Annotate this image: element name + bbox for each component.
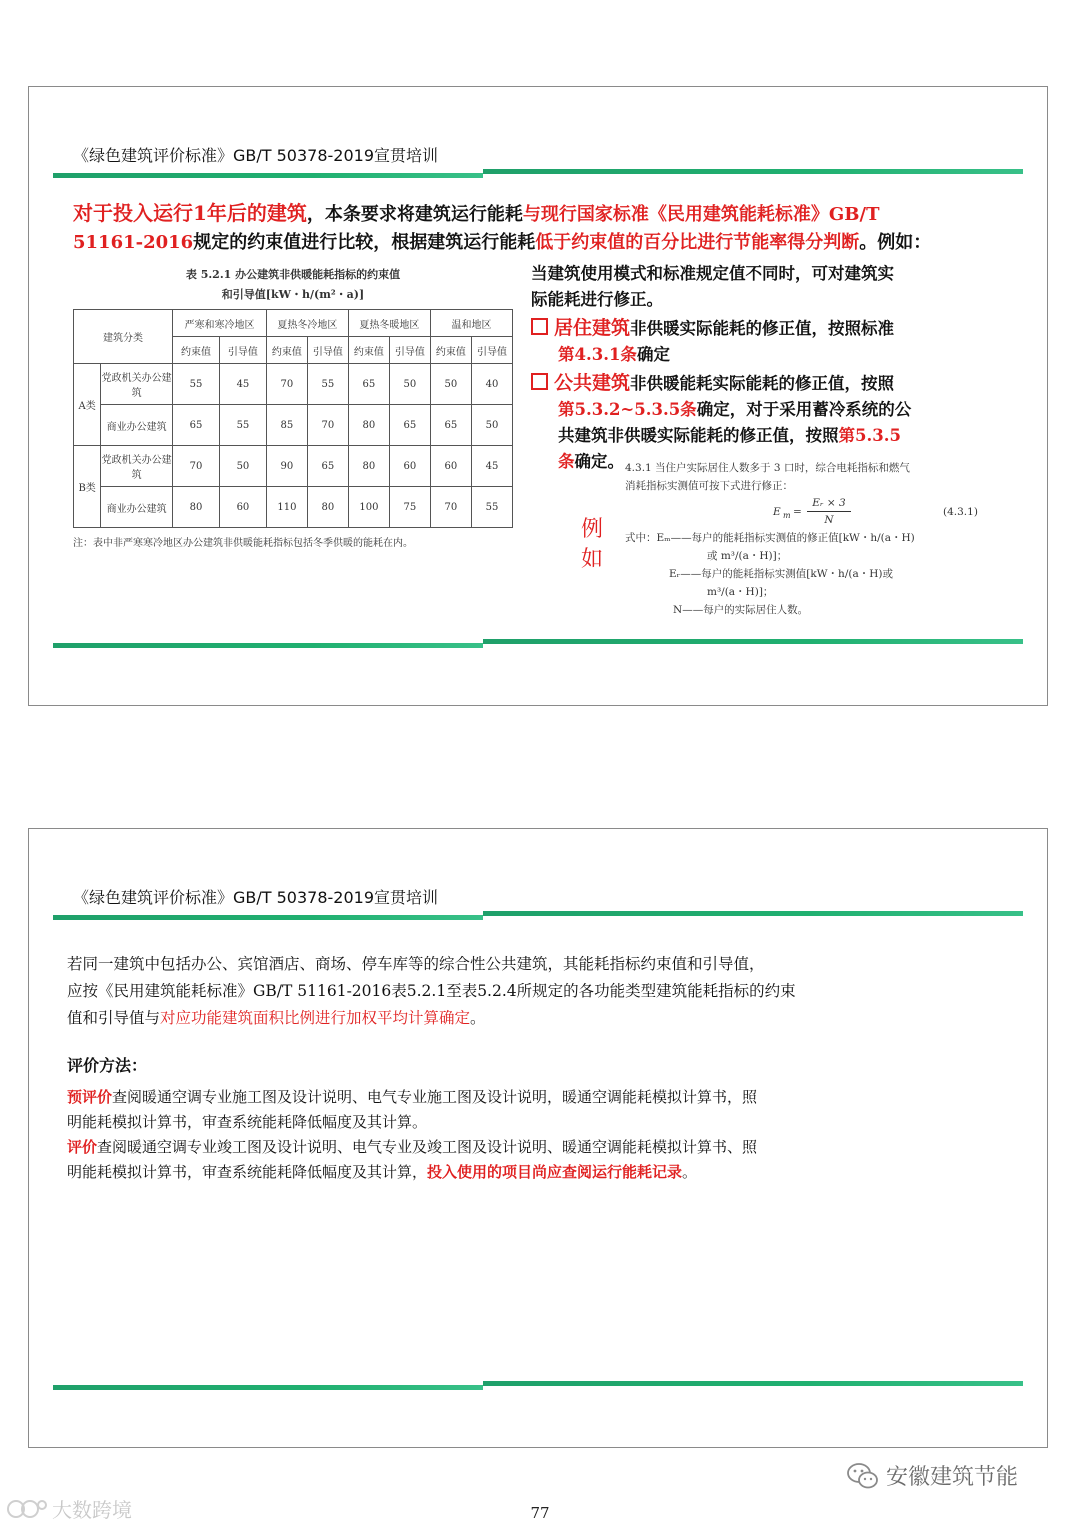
table-header-region: 夏热冬暖地区 bbox=[348, 310, 430, 337]
public-text-3: 共建筑非供暖实际能耗的修正值，按照 bbox=[558, 426, 839, 445]
watermark-text: 大数跨境 bbox=[52, 1498, 132, 1522]
table-cell: 85 bbox=[266, 405, 307, 446]
checkbox-square-icon bbox=[531, 318, 548, 335]
intro-text-3: 。例如： bbox=[859, 232, 932, 253]
evaluation-text: 。 bbox=[682, 1163, 698, 1181]
table-cell: 75 bbox=[389, 487, 430, 528]
evaluation-text: 查阅暖通空调专业竣工图及设计说明、电气专业及竣工图及设计说明、暖通空调能耗模拟计算书、照 bbox=[97, 1138, 758, 1156]
table-group-label: A类 bbox=[74, 364, 101, 446]
method-title: 评价方法： bbox=[67, 1056, 148, 1075]
footer-rule-left bbox=[53, 1385, 483, 1390]
equation-number: (4.3.1) bbox=[943, 506, 978, 518]
example-label: 例如 bbox=[581, 517, 604, 572]
public-text-2: 确定，对于采用蓄冷系统的公 bbox=[696, 400, 912, 419]
table-group-label: B类 bbox=[74, 446, 101, 528]
paragraph-text: 。 bbox=[470, 1009, 486, 1027]
table-caption-1: 表 5.2.1 办公建筑非供暖能耗指标的约束值 bbox=[185, 268, 401, 281]
mixed-building-paragraph bbox=[67, 951, 796, 1032]
public-text-1: 非供暖能耗实际能耗的修正值，按照 bbox=[630, 374, 895, 393]
paragraph-line: 若同一建筑中包括办公、宾馆酒店、商场、停车库等的综合性公共建筑，其能耗指标约束值和引导值， bbox=[67, 955, 765, 973]
table-cell: 45 bbox=[219, 364, 266, 405]
intro-paragraph bbox=[73, 199, 1033, 257]
table-cell: 50 bbox=[219, 446, 266, 487]
pre-evaluation-label: 预评价 bbox=[67, 1088, 113, 1106]
equation-lhs: E bbox=[773, 506, 781, 518]
table-cell: 65 bbox=[389, 405, 430, 446]
table-header-region: 严寒和寒冷地区 bbox=[173, 310, 267, 337]
table-cell: 40 bbox=[471, 364, 512, 405]
wechat-icon bbox=[846, 1461, 880, 1491]
formula-line: 式中：Eₘ——每户的能耗指标实测值的修正值[kW・h/(a・H) bbox=[625, 532, 915, 544]
formula-equation bbox=[625, 495, 1005, 529]
paragraph-text: 值和引导值与 bbox=[67, 1009, 161, 1027]
footer-rule-right bbox=[483, 639, 1023, 644]
equation-numerator: Eᵣ × 3 bbox=[807, 495, 851, 512]
slide-header: 《绿色建筑评价标准》GB/T 50378-2019宣贯培训 bbox=[73, 146, 439, 165]
table-cell: 80 bbox=[348, 446, 389, 487]
table-header-region: 夏热冬冷地区 bbox=[266, 310, 348, 337]
table-cell: 70 bbox=[307, 405, 348, 446]
table-cell: 80 bbox=[307, 487, 348, 528]
table-cell: 110 bbox=[266, 487, 307, 528]
header-rule-left bbox=[53, 915, 483, 920]
formula-line: N——每户的实际居住人数。 bbox=[673, 604, 809, 616]
correction-text bbox=[531, 261, 1001, 475]
pre-evaluation-text: 明能耗模拟计算书，审查系统能耗降低幅度及其计算。 bbox=[67, 1113, 428, 1131]
table-cell: 65 bbox=[173, 405, 220, 446]
pre-evaluation-text: 查阅暖通空调专业施工图及设计说明、电气专业施工图及设计说明，暖通空调能耗模拟计算书，照 bbox=[112, 1088, 758, 1106]
correction-line-2: 际能耗进行修正。 bbox=[531, 290, 663, 309]
table-cell: 90 bbox=[266, 446, 307, 487]
public-clause-1: 第5.3.2~5.3.5条 bbox=[558, 400, 697, 419]
public-text-4: 确定。 bbox=[574, 452, 624, 471]
evaluation-text: 明能耗模拟计算书，审查系统能耗降低幅度及其计算， bbox=[67, 1163, 428, 1181]
table-cell: 50 bbox=[430, 364, 471, 405]
wechat-account-name: 安徽建筑节能 bbox=[886, 1465, 1019, 1490]
table-cell: 65 bbox=[348, 364, 389, 405]
table-cell: 70 bbox=[173, 446, 220, 487]
table-caption-2: 和引导值[kW・h/(m²・a)] bbox=[221, 288, 365, 301]
table-subheader: 约束值 bbox=[173, 337, 220, 364]
formula-block bbox=[625, 459, 1005, 619]
residential-clause: 第4.3.1条 bbox=[558, 345, 637, 364]
footer-rule-right bbox=[483, 1381, 1023, 1386]
equation-equals: = bbox=[793, 506, 802, 518]
header-rule-left bbox=[53, 173, 483, 178]
table-cell: 45 bbox=[471, 446, 512, 487]
intro-text-1: ，本条要求将建筑运行能耗 bbox=[306, 204, 523, 225]
public-clause-2: 第5.3.5 bbox=[838, 426, 901, 445]
formula-line: 4.3.1 当住户实际居住人数多于 3 口时，综合电耗指标和燃气 bbox=[625, 462, 910, 474]
formula-line: Eᵣ——每户的能耗指标实测值[kW・h/(a・H)或 bbox=[669, 568, 893, 580]
formula-line: 消耗指标实测值可按下式进行修正： bbox=[625, 480, 793, 492]
formula-line: m³/(a・H)]； bbox=[707, 586, 774, 598]
evaluation-highlight: 投入使用的项目尚应查阅运行能耗记录 bbox=[427, 1163, 683, 1181]
header-rule-right bbox=[483, 169, 1023, 174]
intro-highlight-4: 低于约束值的百分比进行节能率得分判断 bbox=[535, 232, 860, 253]
table-cell: 50 bbox=[389, 364, 430, 405]
table-row-name: 党政机关办公建筑 bbox=[101, 364, 173, 405]
table-cell: 55 bbox=[471, 487, 512, 528]
energy-limit-table bbox=[73, 309, 513, 528]
equation-subscript: m bbox=[783, 511, 791, 520]
table-cell: 60 bbox=[430, 446, 471, 487]
correction-item-public bbox=[531, 370, 1001, 397]
formula-line: 或 m³/(a・H)]； bbox=[707, 550, 788, 562]
evaluation-methods bbox=[67, 1085, 757, 1185]
table-cell: 70 bbox=[430, 487, 471, 528]
table-row-name: 商业办公建筑 bbox=[101, 405, 173, 446]
slide-2 bbox=[28, 828, 1048, 1448]
table-cell: 65 bbox=[430, 405, 471, 446]
table-subheader: 约束值 bbox=[430, 337, 471, 364]
evaluation-label: 评价 bbox=[67, 1138, 98, 1156]
table-cell: 70 bbox=[266, 364, 307, 405]
header-rule-right bbox=[483, 911, 1023, 916]
intro-highlight-1: 对于投入运行1年后的建筑 bbox=[73, 201, 307, 225]
slide-header: 《绿色建筑评价标准》GB/T 50378-2019宣贯培训 bbox=[73, 888, 439, 907]
table-cell: 55 bbox=[307, 364, 348, 405]
table-cell: 80 bbox=[173, 487, 220, 528]
energy-limit-table-block bbox=[73, 265, 513, 549]
table-cell: 50 bbox=[471, 405, 512, 446]
equation-denominator: N bbox=[824, 514, 834, 526]
table-note: 注：表中非严寒寒冷地区办公建筑非供暖能耗指标包括冬季供暖的能耗在内。 bbox=[73, 538, 413, 549]
table-cell: 80 bbox=[348, 405, 389, 446]
table-subheader: 引导值 bbox=[307, 337, 348, 364]
table-row-name: 党政机关办公建筑 bbox=[101, 446, 173, 487]
wechat-account bbox=[846, 1460, 1018, 1491]
table-subheader: 约束值 bbox=[348, 337, 389, 364]
residential-text-1: 非供暖实际能耗的修正值，按照标准 bbox=[630, 319, 895, 338]
slide-1 bbox=[28, 86, 1048, 706]
paragraph-line: 应按《民用建筑能耗标准》GB/T 51161-2016表5.2.1至表5.2.4所规定的各功能类型建筑能耗指标的约束 bbox=[67, 982, 796, 1000]
table-cell: 55 bbox=[173, 364, 220, 405]
checkbox-square-icon bbox=[531, 373, 548, 390]
intro-text-2: 规定的约束值进行比较，根据建筑运行能耗 bbox=[193, 232, 536, 253]
table-subheader: 引导值 bbox=[389, 337, 430, 364]
correction-item-residential bbox=[531, 315, 1001, 342]
table-cell: 100 bbox=[348, 487, 389, 528]
intro-highlight-2: 与现行国家标准《民用建筑能耗标准》GB/T bbox=[522, 204, 880, 225]
table-cell: 60 bbox=[389, 446, 430, 487]
table-subheader: 约束值 bbox=[266, 337, 307, 364]
correction-line-1: 当建筑使用模式和标准规定值不同时，可对建筑实 bbox=[531, 264, 894, 283]
footer-rule-left bbox=[53, 643, 483, 648]
table-cell: 65 bbox=[307, 446, 348, 487]
table-cell: 60 bbox=[219, 487, 266, 528]
table-header-building: 建筑分类 bbox=[74, 310, 173, 364]
intro-highlight-3: 51161-2016 bbox=[73, 232, 194, 253]
public-clause-3: 条 bbox=[558, 452, 575, 471]
residential-text-2: 确定 bbox=[636, 345, 670, 364]
paragraph-highlight: 对应功能建筑面积比例进行加权平均计算确定 bbox=[160, 1009, 471, 1027]
table-subheader: 引导值 bbox=[219, 337, 266, 364]
table-row-name: 商业办公建筑 bbox=[101, 487, 173, 528]
public-label: 公共建筑 bbox=[554, 372, 631, 394]
page-number: 77 bbox=[530, 1504, 550, 1522]
table-header-region: 温和地区 bbox=[430, 310, 512, 337]
residential-label: 居住建筑 bbox=[554, 317, 631, 339]
table-cell: 55 bbox=[219, 405, 266, 446]
table-subheader: 引导值 bbox=[471, 337, 512, 364]
